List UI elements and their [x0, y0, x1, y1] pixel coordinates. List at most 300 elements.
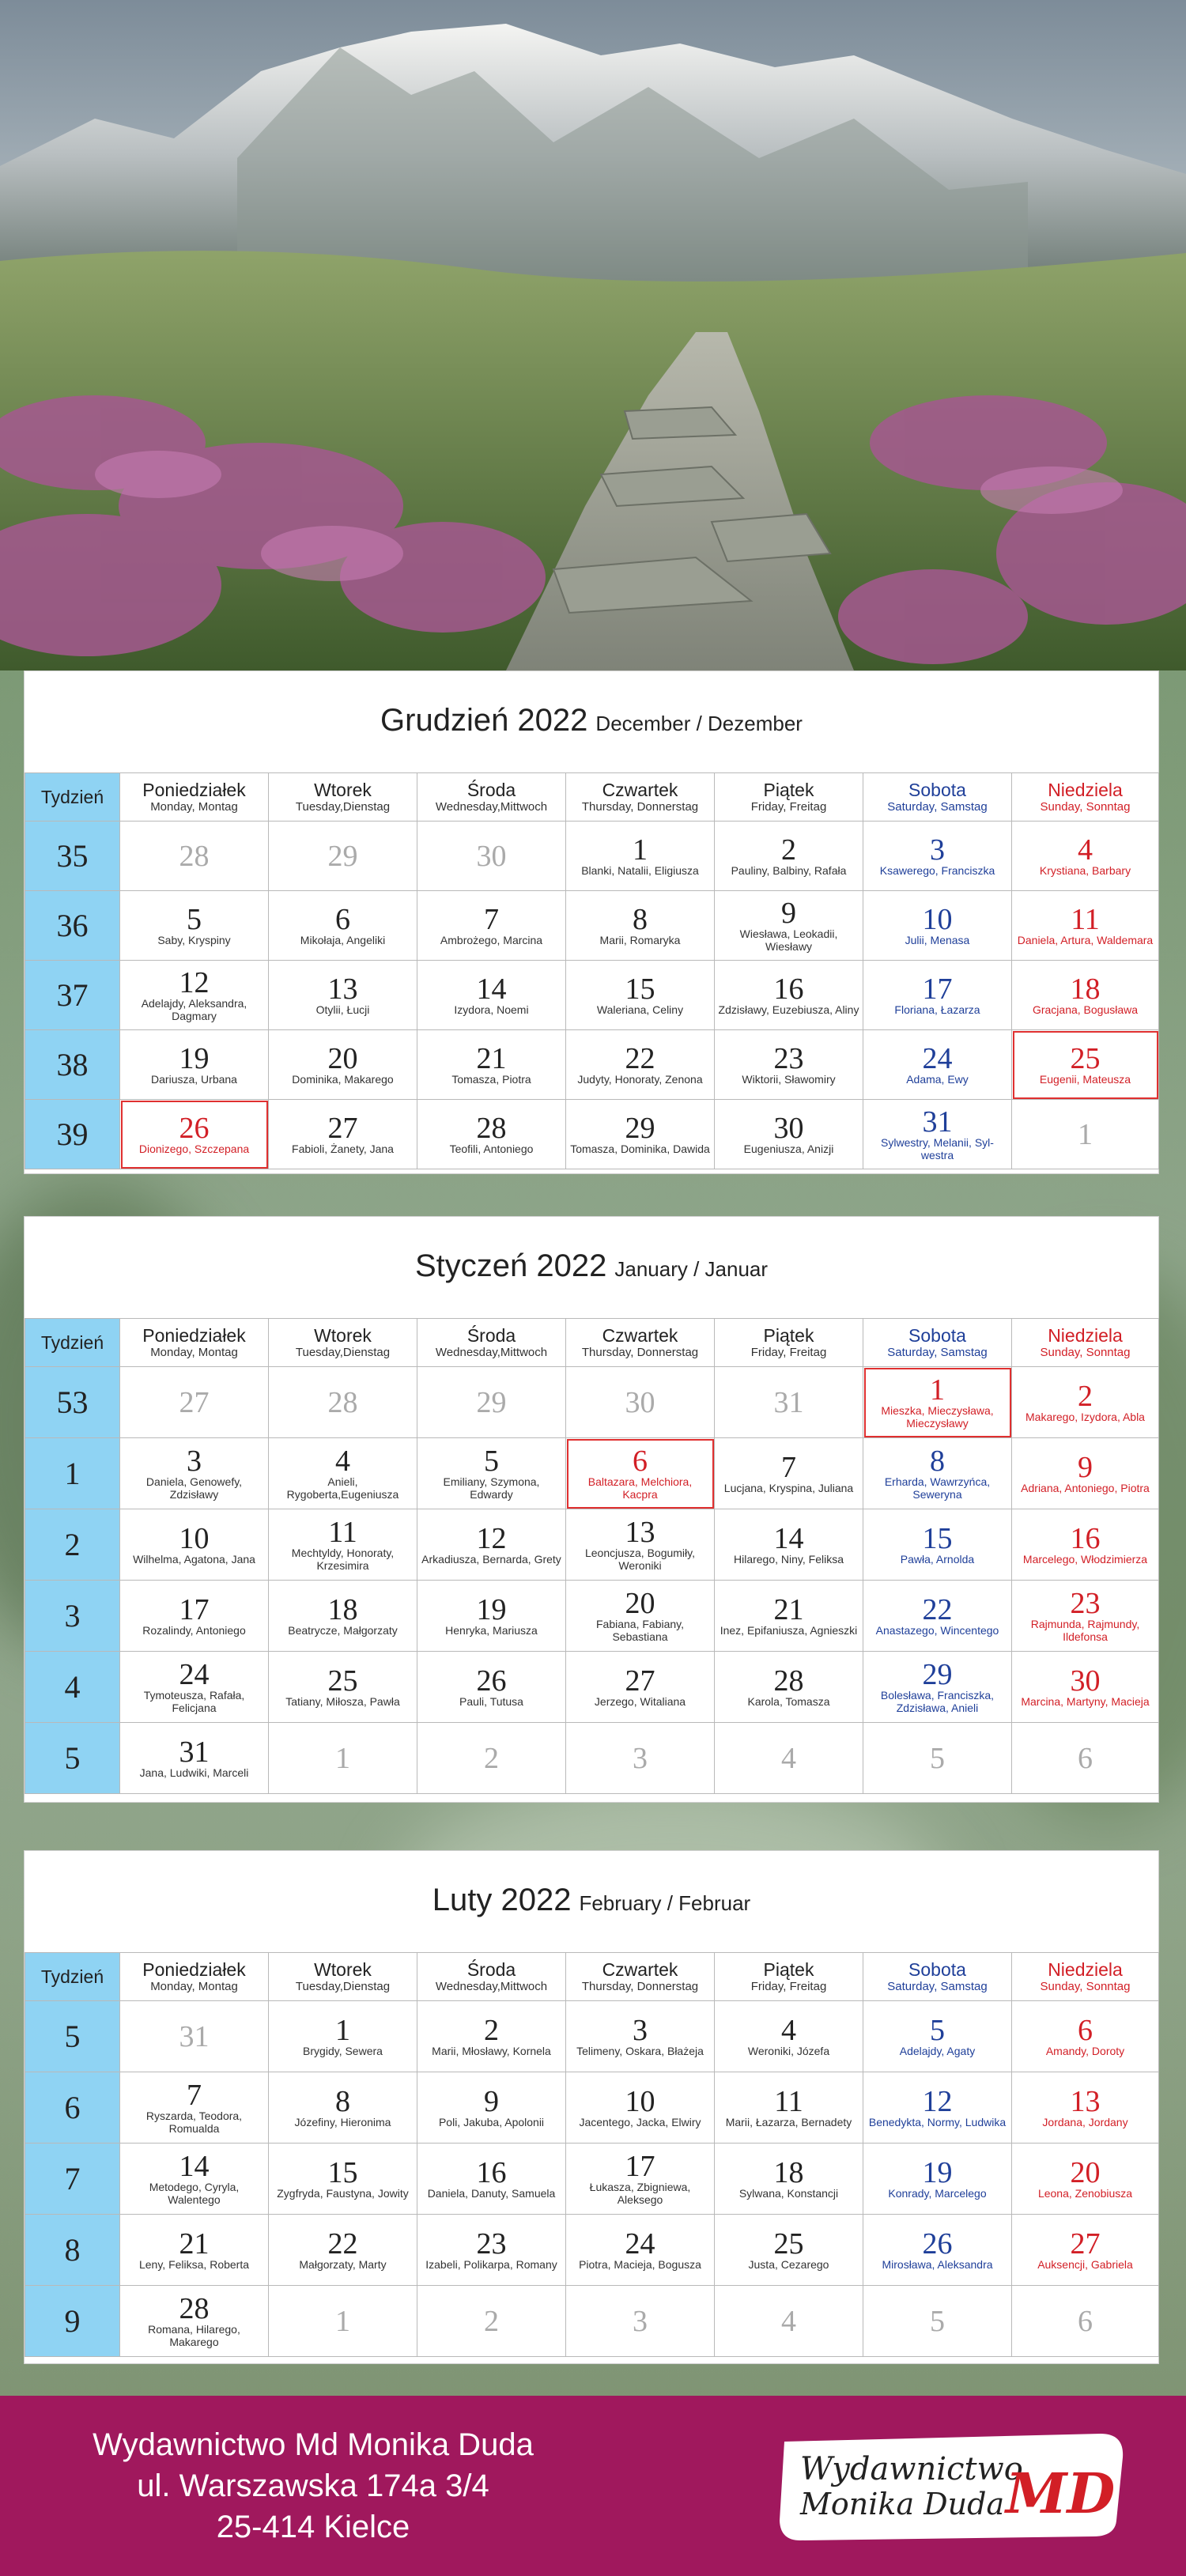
week-row	[25, 1438, 1159, 1509]
weekday-name: Wtorek	[314, 1959, 372, 1980]
day-cell[interactable]	[269, 1509, 417, 1581]
day-cell[interactable]	[566, 1723, 715, 1794]
day-cell[interactable]	[269, 1100, 417, 1169]
day-cell[interactable]	[120, 2286, 269, 2357]
weekday-name: Niedziela	[1048, 1325, 1123, 1346]
day-cell[interactable]	[715, 2072, 863, 2144]
name-day-list: Łukasza, Zbigniewa, Aleksego	[589, 2180, 691, 2206]
week-row	[25, 1100, 1159, 1169]
day-cell[interactable]	[269, 2072, 417, 2144]
day-number: 20	[327, 1041, 358, 1075]
day-cell[interactable]	[120, 1030, 269, 1100]
day-cell[interactable]	[863, 1367, 1012, 1438]
name-day-list: Zdzisławy, Euzebiusza, Aliny	[718, 1003, 859, 1016]
name-day-list: Izabeli, Polikarpa, Romany	[425, 2257, 557, 2271]
day-cell[interactable]	[1012, 2286, 1159, 2357]
name-day-list: Teofili, Antoniego	[449, 1142, 534, 1155]
day-cell[interactable]	[269, 2001, 417, 2072]
weekday-name: Niedziela	[1048, 780, 1123, 800]
day-cell[interactable]	[269, 822, 417, 891]
day-cell[interactable]	[120, 2144, 269, 2215]
name-day-list: Mirosława, Aleksandra	[882, 2257, 993, 2271]
day-number: 3	[930, 833, 945, 867]
day-cell[interactable]	[566, 1438, 715, 1509]
day-cell[interactable]	[269, 2215, 417, 2286]
week-number: 39	[25, 1100, 120, 1169]
day-cell[interactable]	[566, 1100, 715, 1169]
day-cell[interactable]	[1012, 1509, 1159, 1581]
day-number: 23	[476, 2227, 507, 2261]
day-number: 16	[476, 2155, 507, 2189]
name-day-list: Małgorzaty, Marty	[299, 2257, 387, 2271]
name-day-list: Eugenii, Mateusza	[1039, 1072, 1131, 1086]
week-row	[25, 822, 1159, 891]
day-cell[interactable]	[715, 891, 863, 961]
day-number: 1	[1078, 1117, 1093, 1151]
day-number: 21	[476, 1041, 507, 1075]
day-number: 30	[625, 1385, 655, 1419]
day-cell[interactable]	[417, 1581, 566, 1652]
day-cell[interactable]	[417, 1438, 566, 1509]
publisher-logo	[769, 2426, 1132, 2544]
weekday-name: Poniedziałek	[142, 1325, 246, 1346]
weekday-translation: Tuesday,Dienstag	[295, 800, 391, 814]
day-number: 21	[179, 2227, 210, 2261]
weekday-name: Poniedziałek	[142, 780, 246, 800]
day-number: 3	[633, 2304, 648, 2338]
week-number: 1	[25, 1438, 120, 1509]
day-cell[interactable]	[863, 822, 1012, 891]
day-number: 4	[781, 2013, 796, 2047]
name-day-list: Pauliny, Balbiny, Rafała	[731, 863, 847, 877]
weekday-name: Sobota	[908, 1959, 966, 1980]
day-cell[interactable]	[863, 2144, 1012, 2215]
day-number: 6	[633, 1444, 648, 1478]
day-cell[interactable]	[715, 1100, 863, 1169]
day-cell[interactable]	[269, 1723, 417, 1794]
name-day-list: Adelajdy, Aleksandra, Dagmary	[141, 996, 247, 1022]
day-cell[interactable]	[120, 1100, 269, 1169]
day-number: 13	[327, 972, 358, 1006]
day-cell[interactable]	[417, 1509, 566, 1581]
weekday-name: Niedziela	[1048, 1959, 1123, 1980]
day-cell[interactable]	[1012, 1652, 1159, 1723]
name-day-list: Anastazego, Wincentego	[875, 1623, 999, 1637]
day-number: 16	[1070, 1521, 1101, 1555]
day-cell[interactable]	[715, 961, 863, 1030]
day-number: 15	[922, 1521, 953, 1555]
day-number: 18	[773, 2155, 804, 2189]
day-cell[interactable]	[1012, 1030, 1159, 1100]
day-cell[interactable]	[1012, 2072, 1159, 2144]
name-day-list: Brygidy, Sewera	[303, 2044, 383, 2057]
day-number: 10	[179, 1521, 210, 1555]
name-day-list: Leona, Zenobiusza	[1037, 2186, 1133, 2200]
day-cell[interactable]	[120, 961, 269, 1030]
day-cell[interactable]	[863, 1438, 1012, 1509]
day-number: 15	[625, 972, 655, 1006]
day-number: 18	[327, 1592, 358, 1626]
day-cell[interactable]	[1012, 2001, 1159, 2072]
weekday-header	[715, 773, 863, 822]
week-number: 8	[25, 2215, 120, 2286]
weekday-name: Środa	[466, 780, 516, 800]
week-row	[25, 961, 1159, 1030]
svg-text:Wydawnictwo	[800, 2451, 1023, 2487]
name-day-list: Tomasza, Dominika, Dawida	[570, 1142, 710, 1155]
day-cell[interactable]	[417, 2215, 566, 2286]
weekday-translation: Sunday, Sonntag	[1040, 1980, 1131, 1993]
day-cell[interactable]	[417, 961, 566, 1030]
day-cell[interactable]	[1012, 1100, 1159, 1169]
day-number: 25	[1070, 1041, 1101, 1075]
day-number: 14	[179, 2149, 210, 2183]
name-day-list: Marcelego, Włodzimierza	[1022, 1552, 1148, 1566]
day-number: 28	[179, 839, 210, 873]
name-day-list: Arkadiusza, Bernarda, Grety	[421, 1552, 561, 1566]
day-number: 25	[773, 2227, 804, 2261]
day-number: 6	[1078, 2013, 1093, 2047]
name-day-list: Dominika, Makarego	[292, 1072, 394, 1086]
day-number: 5	[930, 1741, 945, 1775]
day-cell[interactable]	[715, 2144, 863, 2215]
header-landscape-photo	[0, 0, 1186, 670]
weekday-header	[120, 1953, 269, 2001]
weekday-translation: Sunday, Sonntag	[1040, 800, 1131, 814]
day-number: 24	[179, 1657, 210, 1691]
day-cell[interactable]	[863, 1581, 1012, 1652]
day-cell[interactable]	[120, 822, 269, 891]
day-number: 25	[327, 1664, 358, 1698]
week-column-header	[25, 1319, 120, 1367]
day-number: 2	[781, 833, 796, 867]
day-cell[interactable]	[863, 961, 1012, 1030]
day-cell[interactable]	[863, 1723, 1012, 1794]
name-day-list: Adriana, Antoniego, Piotra	[1021, 1481, 1150, 1494]
mountain-landscape-illustration	[0, 0, 1186, 670]
weekday-header	[715, 1319, 863, 1367]
month-panel-december	[24, 670, 1159, 1174]
day-number: 31	[179, 2019, 210, 2053]
day-cell[interactable]	[566, 1581, 715, 1652]
day-number: 11	[328, 1515, 357, 1549]
name-day-list: Saby, Kryspiny	[157, 933, 231, 946]
name-day-list: Izydora, Noemi	[454, 1003, 529, 1016]
name-day-list: Mieszka, Mieczysława, Mieczysławy	[881, 1403, 994, 1430]
name-day-list: Zygfryda, Faustyna, Jowity	[277, 2186, 409, 2200]
name-day-list: Karola, Tomasza	[747, 1694, 830, 1708]
day-number: 2	[484, 1741, 499, 1775]
week-row	[25, 2215, 1159, 2286]
day-cell[interactable]	[1012, 961, 1159, 1030]
day-cell[interactable]	[1012, 891, 1159, 961]
week-number: 38	[25, 1030, 120, 1100]
week-number: 9	[25, 2286, 120, 2357]
weekday-header	[566, 1319, 715, 1367]
day-number: 30	[1070, 1664, 1101, 1698]
day-number: 30	[773, 1111, 804, 1145]
weekday-translation: Wednesday,Mittwoch	[435, 1346, 548, 1359]
name-day-list: Metodego, Cyryla, Walentego	[149, 2180, 240, 2206]
day-number: 17	[179, 1592, 210, 1626]
day-cell[interactable]	[715, 1367, 863, 1438]
day-cell[interactable]	[715, 1652, 863, 1723]
day-number: 10	[922, 902, 953, 936]
day-cell[interactable]	[269, 1438, 417, 1509]
day-number: 22	[625, 1041, 655, 1075]
day-cell[interactable]	[120, 1509, 269, 1581]
day-cell[interactable]	[863, 1652, 1012, 1723]
day-cell[interactable]	[715, 1438, 863, 1509]
week-row	[25, 2072, 1159, 2144]
day-cell[interactable]	[566, 2215, 715, 2286]
name-day-list: Otylii, Łucji	[315, 1003, 370, 1016]
day-cell[interactable]	[863, 1100, 1012, 1169]
day-cell[interactable]	[715, 1723, 863, 1794]
month-title: Luty 2022 February / Februar	[432, 1883, 751, 1917]
name-day-list: Adelajdy, Agaty	[899, 2044, 976, 2057]
name-day-list: Justa, Cezarego	[748, 2257, 829, 2271]
weekday-name: Piątek	[763, 1325, 814, 1346]
day-number: 12	[922, 2084, 953, 2118]
weekday-header	[120, 773, 269, 822]
weekday-name: Czwartek	[602, 1325, 678, 1346]
name-day-list: Tatiany, Miłosza, Pawła	[285, 1694, 400, 1708]
day-cell[interactable]	[1012, 822, 1159, 891]
day-number: 4	[1078, 833, 1093, 867]
day-cell[interactable]	[269, 891, 417, 961]
name-day-list: Sylwestry, Melanii, Syl-westra	[881, 1135, 994, 1161]
day-number: 18	[1070, 972, 1101, 1006]
day-number: 10	[625, 2084, 655, 2118]
day-cell[interactable]	[715, 1581, 863, 1652]
day-number: 20	[625, 1586, 655, 1620]
day-number: 5	[484, 1444, 499, 1478]
name-day-list: Weroniki, Józefa	[747, 2044, 830, 2057]
weekday-translation: Thursday, Donnerstag	[581, 1346, 699, 1359]
day-number: 29	[625, 1111, 655, 1145]
day-number: 31	[773, 1385, 804, 1419]
day-cell[interactable]	[120, 2001, 269, 2072]
day-cell[interactable]	[120, 891, 269, 961]
day-cell[interactable]	[715, 822, 863, 891]
weekday-translation: Tuesday,Dienstag	[295, 1980, 391, 1993]
name-day-list: Daniela, Danuty, Samuela	[427, 2186, 556, 2200]
day-cell[interactable]	[120, 2215, 269, 2286]
weekday-header	[1012, 1319, 1159, 1367]
name-day-list: Daniela, Artura, Waldemara	[1017, 933, 1154, 946]
day-cell[interactable]	[269, 2144, 417, 2215]
name-day-list: Emiliany, Szymona, Edwardy	[443, 1475, 540, 1501]
day-number: 16	[773, 972, 804, 1006]
day-cell[interactable]	[269, 2286, 417, 2357]
day-number: 14	[476, 972, 507, 1006]
day-cell[interactable]	[566, 1509, 715, 1581]
calendar-grid	[25, 772, 1159, 1169]
day-cell[interactable]	[120, 1652, 269, 1723]
weekday-header	[1012, 1953, 1159, 2001]
day-cell[interactable]	[715, 2215, 863, 2286]
day-number: 3	[633, 1741, 648, 1775]
name-day-list: Ryszarda, Teodora, Romualda	[145, 2109, 243, 2135]
weekday-translation: Saturday, Samstag	[887, 1346, 988, 1359]
name-day-list: Romana, Hilarego, Makarego	[148, 2322, 240, 2348]
day-cell[interactable]	[566, 891, 715, 961]
day-cell[interactable]	[1012, 1581, 1159, 1652]
weekday-header	[1012, 773, 1159, 822]
day-cell[interactable]	[417, 2001, 566, 2072]
day-cell[interactable]	[863, 2072, 1012, 2144]
name-day-list: Mechtyldy, Honoraty, Krzesimira	[291, 1546, 395, 1572]
week-row	[25, 1509, 1159, 1581]
day-cell[interactable]	[120, 1723, 269, 1794]
day-number: 6	[1078, 2304, 1093, 2338]
name-day-list: Hilarego, Niny, Feliksa	[733, 1552, 844, 1566]
day-number: 11	[1071, 902, 1100, 936]
day-number: 4	[335, 1444, 350, 1478]
name-day-list: Krystiana, Barbary	[1039, 863, 1131, 877]
weekday-name: Poniedziałek	[142, 1959, 246, 1980]
day-cell[interactable]	[417, 1367, 566, 1438]
weekday-translation: Monday, Montag	[150, 1980, 238, 1993]
day-cell[interactable]	[417, 2286, 566, 2357]
day-number: 30	[476, 839, 507, 873]
name-day-list: Erharda, Wawrzyńca, Seweryna	[884, 1475, 991, 1501]
day-cell[interactable]	[417, 1100, 566, 1169]
name-day-list: Fabiana, Fabiany, Sebastiana	[595, 1617, 685, 1643]
day-cell[interactable]	[417, 2072, 566, 2144]
day-cell[interactable]	[417, 1652, 566, 1723]
day-cell[interactable]	[566, 1030, 715, 1100]
day-cell[interactable]	[715, 2001, 863, 2072]
day-cell[interactable]	[120, 2072, 269, 2144]
day-cell[interactable]	[566, 2072, 715, 2144]
name-day-list: Adama, Ewy	[906, 1072, 969, 1086]
day-number: 1	[633, 833, 648, 867]
day-cell[interactable]	[863, 2001, 1012, 2072]
publisher-address	[0, 2424, 626, 2548]
day-cell[interactable]	[715, 2286, 863, 2357]
week-column-header	[25, 773, 120, 822]
day-number: 2	[484, 2013, 499, 2047]
name-day-list: Waleriana, Celiny	[596, 1003, 684, 1016]
week-row	[25, 2144, 1159, 2215]
name-day-list: Daniela, Genowefy, Zdzisławy	[145, 1475, 243, 1501]
day-cell[interactable]	[1012, 1723, 1159, 1794]
name-day-list: Auksencji, Gabriela	[1037, 2257, 1133, 2271]
day-number: 8	[335, 2084, 350, 2118]
weekday-name: Tydzień	[40, 1966, 104, 1987]
name-day-list: Jacentego, Jacka, Elwiry	[579, 2115, 701, 2128]
day-cell[interactable]	[566, 1652, 715, 1723]
day-cell[interactable]	[1012, 2215, 1159, 2286]
day-cell[interactable]	[1012, 2144, 1159, 2215]
day-cell[interactable]	[715, 1509, 863, 1581]
day-cell[interactable]	[269, 1581, 417, 1652]
day-cell[interactable]	[269, 1367, 417, 1438]
weekday-header	[715, 1953, 863, 2001]
name-day-list: Henryka, Mariusza	[445, 1623, 538, 1637]
day-number: 28	[476, 1111, 507, 1145]
day-number: 29	[327, 839, 358, 873]
day-cell[interactable]	[120, 1438, 269, 1509]
week-number: 7	[25, 2144, 120, 2215]
month-panel-february	[24, 1850, 1159, 2364]
day-cell[interactable]	[1012, 1367, 1159, 1438]
day-cell[interactable]	[120, 1367, 269, 1438]
day-cell[interactable]	[566, 1367, 715, 1438]
week-number: 53	[25, 1367, 120, 1438]
name-day-list: Beatrycze, Małgorzaty	[288, 1623, 398, 1637]
weekday-translation: Sunday, Sonntag	[1040, 1346, 1131, 1359]
day-cell[interactable]	[863, 1030, 1012, 1100]
day-number: 27	[1070, 2227, 1101, 2261]
day-cell[interactable]	[1012, 1438, 1159, 1509]
day-cell[interactable]	[269, 961, 417, 1030]
name-day-list: Pauli, Tutusa	[459, 1694, 523, 1708]
week-number: 35	[25, 822, 120, 891]
day-cell[interactable]	[566, 822, 715, 891]
day-number: 19	[922, 2155, 953, 2189]
day-number: 27	[625, 1664, 655, 1698]
week-number: 2	[25, 1509, 120, 1581]
name-day-list: Baltazara, Melchiora, Kacpra	[587, 1475, 693, 1501]
day-cell[interactable]	[417, 1723, 566, 1794]
day-cell[interactable]	[269, 1030, 417, 1100]
day-cell[interactable]	[863, 2286, 1012, 2357]
name-day-list: Gracjana, Bogusława	[1032, 1003, 1139, 1016]
day-cell[interactable]	[417, 2144, 566, 2215]
day-cell[interactable]	[863, 891, 1012, 961]
day-cell[interactable]	[566, 2286, 715, 2357]
day-cell[interactable]	[269, 1652, 417, 1723]
day-number: 3	[187, 1444, 202, 1478]
weekday-name: Wtorek	[314, 780, 372, 800]
day-number: 21	[773, 1592, 804, 1626]
svg-text:Monika Duda	[799, 2487, 1004, 2521]
name-day-list: Wiesława, Leokadii, Wiesławy	[739, 927, 838, 953]
weekday-translation: Friday, Freitag	[750, 800, 827, 814]
day-cell[interactable]	[863, 2215, 1012, 2286]
name-day-list: Lucjana, Kryspina, Juliana	[723, 1481, 854, 1494]
day-number: 9	[781, 896, 796, 930]
day-cell[interactable]	[417, 891, 566, 961]
postal-city: 25-414 Kielce	[216, 2510, 410, 2544]
week-row	[25, 1030, 1159, 1100]
day-cell[interactable]	[566, 2001, 715, 2072]
weekday-header	[269, 1319, 417, 1367]
day-number: 2	[1078, 1379, 1093, 1413]
name-day-list: Jana, Ludwiki, Marceli	[139, 1766, 249, 1779]
day-cell[interactable]	[566, 961, 715, 1030]
day-number: 12	[179, 965, 210, 999]
day-cell[interactable]	[715, 1030, 863, 1100]
day-cell[interactable]	[120, 1581, 269, 1652]
day-number: 7	[484, 902, 499, 936]
day-cell[interactable]	[417, 1030, 566, 1100]
weekday-header	[417, 1953, 566, 2001]
day-cell[interactable]	[417, 822, 566, 891]
day-cell[interactable]	[566, 2144, 715, 2215]
day-number: 13	[1070, 2084, 1101, 2118]
day-number: 17	[922, 972, 953, 1006]
day-cell[interactable]	[863, 1509, 1012, 1581]
day-number: 20	[1070, 2155, 1101, 2189]
weekday-header	[417, 1319, 566, 1367]
name-day-list: Mikołaja, Angeliki	[300, 933, 386, 946]
name-day-list: Leny, Feliksa, Roberta	[138, 2257, 250, 2271]
day-number: 27	[179, 1385, 210, 1419]
